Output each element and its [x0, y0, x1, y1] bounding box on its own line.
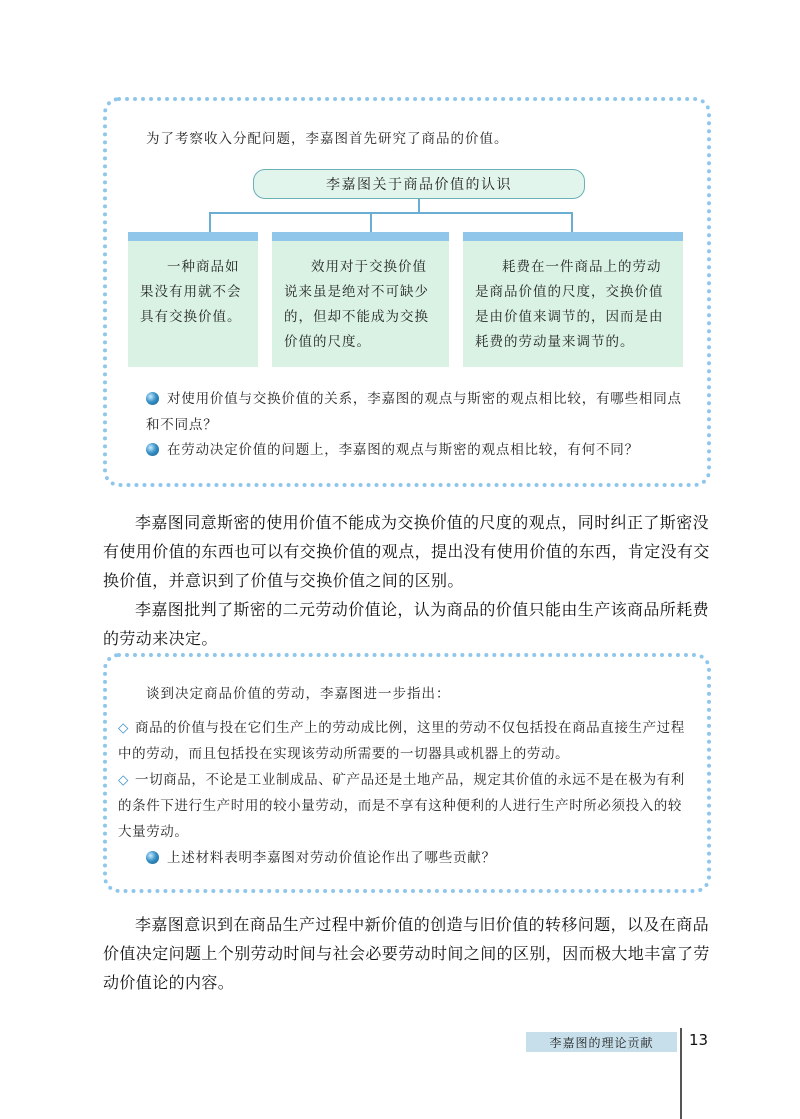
diagram-card-1 — [128, 232, 258, 367]
box2-question — [146, 845, 686, 871]
connector-bar — [209, 212, 572, 214]
paragraph: 李嘉图批判了斯密的二元劳动价值论，认为商品的价值只能由生产该商品所耗费的劳动来决定。 — [103, 600, 710, 648]
connector-trunk — [418, 199, 420, 213]
card-text: 耗费在一件商品上的劳动是商品价值的尺度，交换价值是由价值来调节的，因而是由耗费的劳动量来调节的。 — [475, 259, 664, 350]
card-text: 一种商品如果没有用就不会具有交换价值。 — [140, 259, 242, 325]
diamond-bullet-icon: ◇ — [118, 720, 129, 736]
box2-intro: 谈到决定商品价值的劳动，李嘉图进一步指出： — [146, 686, 451, 702]
connector-right — [571, 212, 573, 232]
box1-question-1 — [146, 386, 686, 438]
point-text: 商品的价值与投在它们生产上的劳动成比例，这里的劳动不仅包括投在商品直接生产过程中的劳动，而且包括投在实现该劳动所需要的一切器具或机器上的劳动。 — [118, 720, 685, 762]
paragraph: 李嘉图同意斯密的使用价值不能成为交换价值的尺度的观点，同时纠正了斯密没有使用价值的东西也可以有交换价值的观点，提出没有使用价值的东西，肯定没有交换价值，并意识到了价值与交换价值之间的区别。 — [103, 513, 710, 590]
bullet-ball-icon — [146, 851, 159, 864]
point-text: 一切商品，不论是工业制成品、矿产品还是土地产品，规定其价值的永远不是在极为有利的条件下进行生产时用的较小量劳动，而是不享有这种便利的人进行生产时所必须投入的较大量劳动。 — [118, 772, 685, 840]
page-number: 13 — [689, 1031, 709, 1049]
connector-left — [209, 212, 211, 232]
diamond-bullet-icon: ◇ — [118, 772, 129, 788]
diagram-card-2 — [272, 232, 449, 367]
question-text: 上述材料表明李嘉图对劳动价值论作出了哪些贡献？ — [167, 850, 496, 866]
paragraph: 李嘉图意识到在商品生产过程中新价值的创造与旧价值的转移问题，以及在商品价值决定问题上个别劳动时间与社会必要劳动时间之间的区别，因而极大地丰富了劳动价值论的内容。 — [103, 915, 710, 992]
connector-middle — [370, 212, 372, 232]
bullet-ball-icon — [146, 443, 159, 456]
box1-question-2 — [146, 437, 686, 463]
box2-point-1 — [118, 715, 696, 767]
diagram-card-3 — [463, 232, 683, 367]
footer-divider — [680, 1028, 682, 1119]
diagram-title: 李嘉图关于商品价值的认识 — [253, 169, 585, 199]
box1-intro: 为了考察收入分配问题，李嘉图首先研究了商品的价值。 — [146, 131, 509, 147]
body-text-1 — [103, 508, 711, 653]
box2-point-2 — [118, 767, 696, 845]
question-text: 对使用价值与交换价值的关系，李嘉图的观点与斯密的观点相比较，有哪些相同点和不同点？ — [146, 391, 682, 433]
question-text: 在劳动决定价值的问题上，李嘉图的观点与斯密的观点相比较，有何不同？ — [167, 442, 639, 458]
section-title-band: 李嘉图的理论贡献 — [526, 1032, 677, 1052]
card-text: 效用对于交换价值说来虽是绝对不可缺少的，但却不能成为交换价值的尺度。 — [284, 259, 429, 350]
bullet-ball-icon — [146, 392, 159, 405]
body-text-2 — [103, 910, 711, 997]
